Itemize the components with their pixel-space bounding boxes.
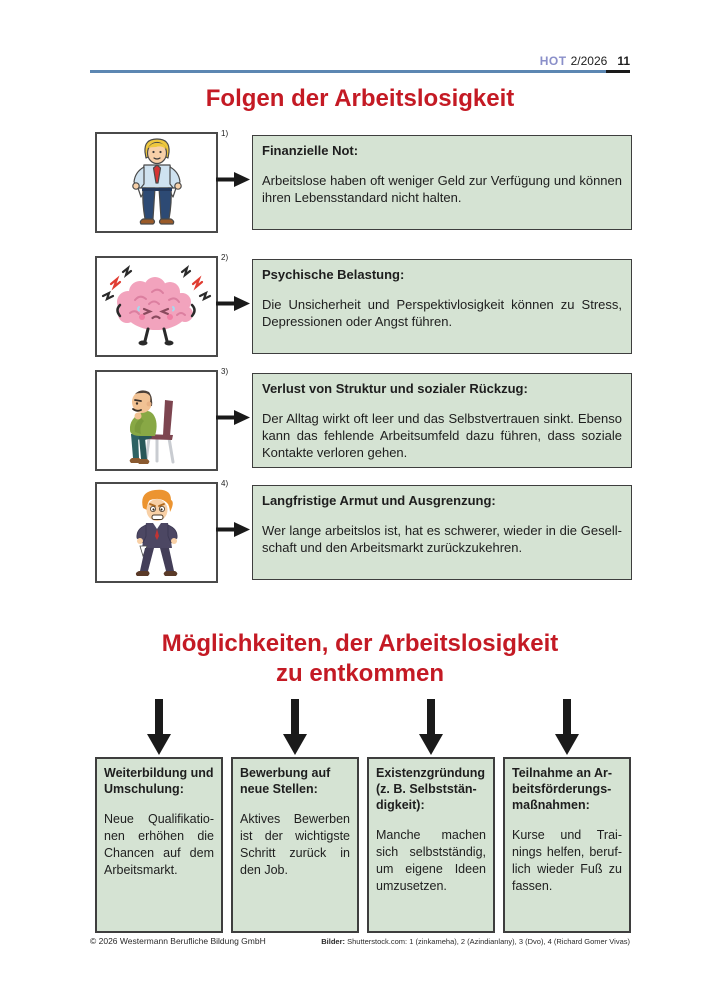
option-box <box>367 757 495 933</box>
stressed-brain-illustration <box>97 258 216 355</box>
man-empty-pockets-illustration <box>97 134 216 231</box>
option-box <box>95 757 223 933</box>
page-header <box>540 54 630 68</box>
section-title-consequences: Folgen der Arbeitslosigkeit <box>205 85 515 112</box>
footer-credits-label: Bilder: <box>321 937 346 946</box>
info-box-body: Die Unsicherheit und Perspektivlosigkeit können zu Stress, Depressionen oder Angst führen. <box>262 297 622 329</box>
ref-marker: 4) <box>221 479 229 488</box>
illustration-box <box>95 482 218 583</box>
option-heading: Teilnahme an Arbeitsförderungsmaßnahmen: <box>512 766 613 812</box>
issue-label: 2/2026 <box>570 54 608 68</box>
arrow-down-icon <box>146 699 172 756</box>
info-box-heading: Psychische Belastung: <box>262 267 405 282</box>
consequence-row <box>95 479 632 583</box>
info-box-heading: Finanzielle Not: <box>262 143 359 158</box>
option-box <box>503 757 631 933</box>
sad-man-on-chair-illustration <box>97 372 216 469</box>
arrow-right-icon <box>216 295 250 312</box>
ref-marker: 1) <box>221 129 229 138</box>
info-box-heading: Verlust von Struktur und sozialer Rückzug: <box>262 381 528 396</box>
page-number-rule <box>606 70 630 73</box>
option-heading: Existenzgründung (z. B. Selbstständigkeit): <box>376 766 486 812</box>
illustration-box <box>95 370 218 471</box>
consequence-row <box>95 253 632 357</box>
arrow-right-icon <box>216 171 250 188</box>
footer-credits <box>321 937 630 946</box>
info-box-body: Wer lange arbeitslos ist, hat es schwerer, wieder in die Gesellschaft und den Arbeitsmarkt zurückzukehren. <box>262 523 622 555</box>
footer-credits-text: Shutterstock.com: 1 (zinkameha), 2 (Azindianlany), 3 (Dvo), 4 (Richard Gomer Vivas) <box>347 937 630 946</box>
section-title-options <box>90 629 630 689</box>
info-box <box>252 485 632 580</box>
arrow-down-icon <box>282 699 308 756</box>
illustration-box <box>95 132 218 233</box>
info-box-body: Arbeitslose haben oft weniger Geld zur Verfügung und können ihren Lebensstandard nicht halten. <box>262 173 622 205</box>
page-number: 11 <box>617 54 630 68</box>
option-body: Kurse und Trainings helfen, beruflich wieder Fuß zu fassen. <box>512 828 622 893</box>
consequence-row <box>95 129 632 233</box>
title-line-2: zu entkommen <box>275 660 445 687</box>
consequence-row <box>95 367 632 471</box>
info-box-heading: Langfristige Armut und Ausgrenzung: <box>262 493 496 508</box>
option-box <box>231 757 359 933</box>
header-rule <box>90 70 630 73</box>
arrow-right-icon <box>216 409 250 426</box>
title-line-1: Möglichkeiten, der Arbeitslosigkeit <box>161 630 559 657</box>
info-box <box>252 259 632 354</box>
info-box <box>252 135 632 230</box>
ref-marker: 3) <box>221 367 229 376</box>
option-body: Aktives Bewerben ist der wichtigste Schritt zurück in den Job. <box>240 812 350 877</box>
info-box-body: Der Alltag wirkt oft leer und das Selbstvertrauen sinkt. Ebenso kann das fehlende Arbeitsumfeld dazu führen, dass soziale Kontakte verloren gehen. <box>262 411 622 460</box>
illustration-box <box>95 256 218 357</box>
info-box <box>252 373 632 468</box>
footer-copyright: © 2026 Westermann Berufliche Bildung GmbH <box>90 936 266 946</box>
option-heading: Weiterbildung und Umschulung: <box>104 766 214 796</box>
arrow-right-icon <box>216 521 250 538</box>
arrow-down-icon <box>554 699 580 756</box>
ref-marker: 2) <box>221 253 229 262</box>
option-body: Manche machen sich selbstständig, um eigene Ideen umzusetzen. <box>376 828 486 893</box>
brand-label: HOT <box>539 54 567 68</box>
option-body: Neue Qualifikationen erhöhen die Chancen auf dem Arbeitsmarkt. <box>104 812 214 877</box>
worried-businessman-illustration <box>97 484 216 581</box>
option-heading: Bewerbung auf neue Stellen: <box>240 766 331 796</box>
arrow-down-icon <box>418 699 444 756</box>
